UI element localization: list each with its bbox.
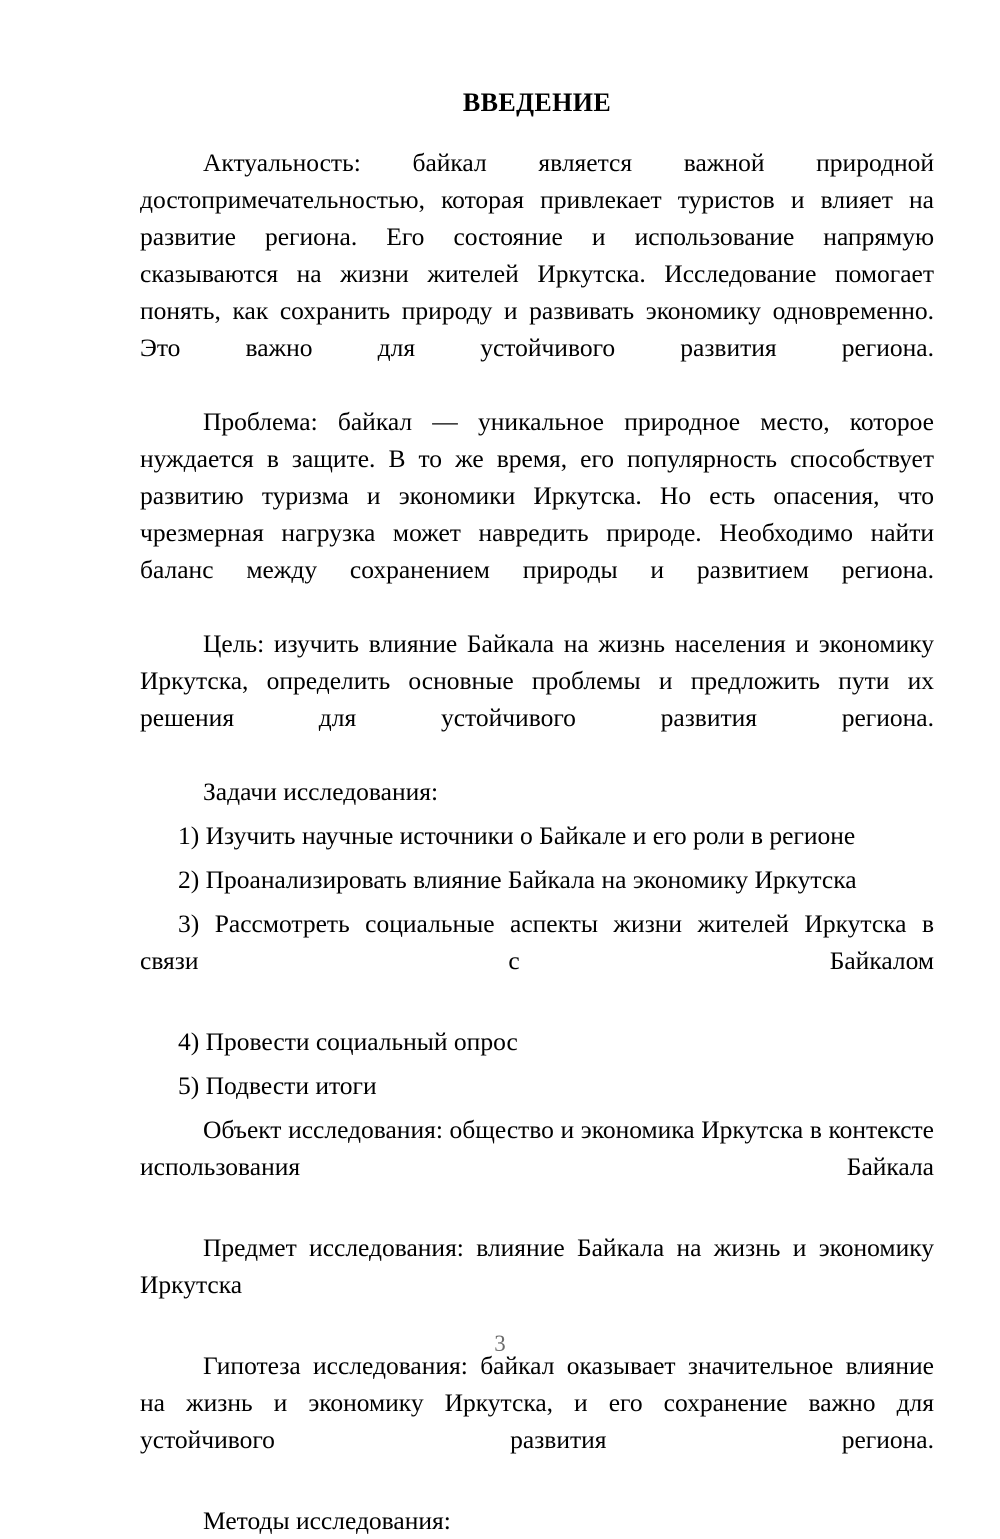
spacer	[140, 854, 934, 861]
paragraph-subject: Предмет исследования: влияние Байкала на жизнь и экономику Иркутска	[140, 1233, 934, 1299]
page-title: ВВЕДЕНИЕ	[462, 88, 612, 117]
paragraph-goal: Цель: изучить влияние Байкала на жизнь населения и экономику Иркутска, определить основные проблемы и предложить пути их решения для устойчивого развития региона.	[140, 629, 934, 732]
spacer	[140, 1060, 934, 1067]
list-item-task-1: 1) Изучить научные источники о Байкале и его роли в регионе	[178, 821, 856, 850]
heading-tasks: Задачи исследования:	[203, 777, 439, 806]
spacer	[140, 898, 934, 905]
page-number: 3	[494, 1331, 506, 1356]
list-item-task-3: 3) Рассмотреть социальные аспекты жизни жителей Иркутска в связи с Байкалом	[140, 909, 934, 975]
list-item-task-4: 4) Провести социальный опрос	[178, 1027, 518, 1056]
paragraph-problem: Проблема: байкал — уникальное природное место, которое нуждается в защите. В то же время, его популярность способствует развитию туризма и экономики Иркутска. Но есть опасения, что чрезмерная нагрузка может навредить природе. Необходимо найти баланс между сохранением природы и развитием региона.	[140, 407, 934, 584]
heading-methods: Методы исследования:	[203, 1506, 451, 1535]
spacer	[140, 1016, 934, 1023]
spacer	[140, 810, 934, 817]
paragraph-relevance: Актуальность: байкал является важной природной достопримечательностью, которая привлекает туристов и влияет на развитие региона. Его состояние и использование напрямую сказываются на жизни жителей Иркутска. Исследование помогает понять, как сохранить природу и развивать экономику одновременно. Это важно для устойчивого развития региона.	[140, 148, 934, 362]
document-body	[140, 88, 934, 1539]
spacer	[140, 1495, 934, 1502]
spacer	[140, 1222, 934, 1229]
paragraph-hypothesis: Гипотеза исследования: байкал оказывает значительное влияние на жизнь и экономику Иркутска, и его сохранение важно для устойчивого развития региона.	[140, 1351, 934, 1454]
spacer	[140, 1104, 934, 1111]
paragraph-object: Объект исследования: общество и экономика Иркутска в контексте использования Байкала	[140, 1115, 934, 1181]
list-item-task-2: 2) Проанализировать влияние Байкала на экономику Иркутска	[178, 865, 857, 894]
list-item-task-5: 5) Подвести итоги	[178, 1071, 377, 1100]
